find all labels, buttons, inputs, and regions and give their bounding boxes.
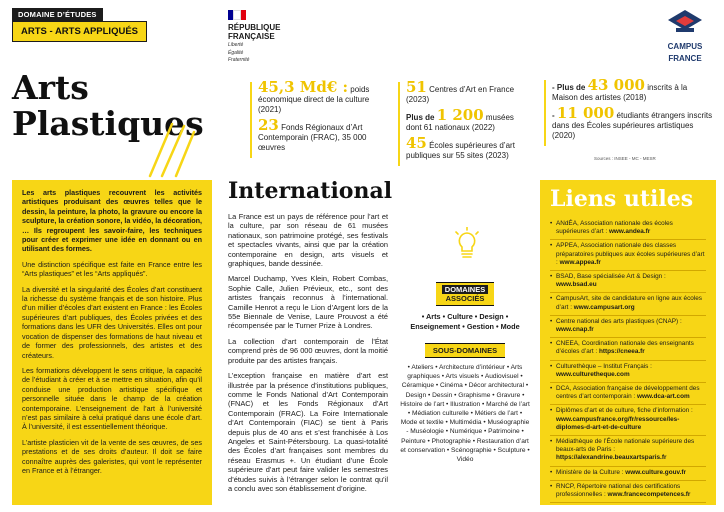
intro-paragraph: La diversité et la singularité des Écoles d’art constituent la richesse du système français et de son histoire. Plus d’un millier d’écoles d’art existent en France : les Écoles supérieures d’art publiques, des Écoles privées et des formations dans les UFR des Universités. Elles ont pour vocation de dispenser des formations de haut niveau et de former des professionnels, des artistes et des créateurs. — [22, 284, 202, 360]
stat-text: Centres d’Art en France (2023) — [406, 85, 515, 104]
rf-line2: FRANÇAISE — [228, 32, 275, 41]
stat-text: poids économique direct de la culture (2021) — [258, 85, 370, 114]
stat-item — [258, 116, 388, 153]
useful-link-description: CampusArt, site de candidature en ligne aux écoles d’art : — [556, 295, 703, 311]
campus-france-line2: FRANCE — [668, 54, 702, 63]
useful-link-description: APPEA, Association nationale des classes préparatoires publiques aux écoles supérieures d’art : — [556, 242, 705, 266]
useful-links-title: Liens utiles — [550, 186, 694, 212]
useful-link-item[interactable] — [550, 218, 706, 240]
stat-item — [406, 106, 528, 133]
lightbulb-icon — [452, 227, 482, 263]
domains-list: • Arts • Culture • Design • Enseignement • Gestion • Mode — [410, 312, 520, 331]
useful-link-description: DCA, Association française de développement des centres d’art contemporain : — [556, 385, 700, 401]
useful-links-panel — [540, 180, 716, 505]
useful-link-url[interactable]: www.culture.gouv.fr — [625, 468, 686, 476]
stat-number: 43 000 — [587, 76, 645, 94]
rf-motto2: Égalité — [228, 49, 244, 56]
useful-link-item[interactable] — [550, 405, 706, 436]
domains-badge — [436, 282, 494, 306]
useful-link-item[interactable] — [550, 436, 706, 467]
marianne-logo — [228, 10, 298, 64]
stat-item — [552, 76, 714, 103]
domains-badge-b: ASSOCIÉS — [445, 294, 485, 303]
stat-number: 45,3 Md€ : — [258, 78, 349, 96]
french-flag-icon — [228, 10, 246, 20]
page-title-line1: Arts — [12, 68, 89, 107]
useful-link-item[interactable] — [550, 467, 706, 481]
useful-link-description: CNEEA, Coordination nationale des enseignants d’écoles d’art : — [556, 340, 694, 356]
useful-link-description: BSAD, Base spécialisée Art & Design : — [556, 273, 666, 281]
useful-link-description: RNCP, Répertoire national des certifications professionnelles : — [556, 482, 681, 499]
useful-link-url[interactable]: www.culturetheque.com — [556, 370, 630, 378]
campus-france-line1: CAMPUS — [667, 42, 703, 51]
international-paragraph: L’exception française en matière d’art est illustrée par la présence d’institutions publiques, comme le Fonds National d’Art Contemporain (FNAC) et les Fonds Régionaux d’Art Contemporain (FRAC). La Foire Internationale d’Art Contemporain (FIAC) se tient à Paris depuis plus de 40 ans et s’est franchisée à Los Angeles et Saint-Pétersbourg. La quasi-totalité des Écoles d’art françaises sont membres du réseau Erasmus +. Un étudiant d’une École supérieure d’art peut faire valider les semestres d’études suivis à l’étranger selon le contrat qu’il a conclu avec son établissement d’origine. — [228, 371, 388, 493]
useful-link-item[interactable] — [550, 271, 706, 293]
useful-link-url[interactable]: https://alexandrine.beauxartsparis.fr — [556, 454, 667, 462]
stats-column-3 — [544, 76, 714, 146]
stats-column-1 — [250, 78, 388, 158]
international-paragraph: Marcel Duchamp, Yves Klein, Robert Combas, Sophie Calle, Julien Prévieux, etc., sont des artistes français reconnus à l’international. Camille Henrot a reçu le Lion d’Argent lors de la 55e Biennale de Venise, Laure Prouvost a été récompensée par le Turner Prize à Londres. — [228, 274, 388, 331]
stat-number: 45 — [406, 134, 427, 152]
useful-link-description: Diplômes d’art et de culture, fiche d’information : — [556, 407, 693, 415]
intro-paragraph: Une distinction spécifique est faite en France entre les “Arts plastiques” et les “Arts appliqués”. — [22, 259, 202, 279]
pencils-illustration — [142, 118, 202, 178]
intro-panel — [12, 180, 212, 505]
stat-text: étudiants étrangers inscrits dans des Écoles supérieures artistiques (2020) — [552, 111, 713, 140]
intro-paragraph: Les arts plastiques recouvrent les activités artistiques produisant des œuvres telles que le dessin, la peinture, la photo, la gravure ou encore la sculpture, la création sonore, la vidéo, la décoration, … Ils regroupent les savoir-faire, les techniques pour créer et exprimer une idée en donnant ou en utilisant des formes. — [22, 188, 202, 254]
domains-badge-a: DOMAINES — [442, 285, 488, 294]
stat-number: 11 000 — [556, 104, 615, 122]
stat-prefix: - Plus de — [552, 83, 588, 92]
useful-link-url[interactable]: www.francecompetences.fr — [607, 491, 691, 499]
stat-number: 51 — [406, 78, 427, 96]
useful-link-url[interactable]: www.dca-art.com — [637, 393, 690, 401]
stat-prefix: Plus de — [406, 113, 437, 122]
useful-link-item[interactable] — [550, 481, 706, 503]
stat-item — [406, 134, 528, 161]
international-paragraph: La France est un pays de référence pour l’art et la culture, par son réseau de 61 musées nationaux, son patrimoine protégé, ses festivals et spectacles vivants, ainsi que par la création contemporaine en design, arts visuels et graphiques, bande dessinée. — [228, 212, 388, 269]
useful-link-item[interactable] — [550, 293, 706, 315]
campus-france-emblem-icon — [668, 10, 702, 34]
useful-link-url[interactable]: www.cnap.fr — [556, 326, 594, 334]
useful-link-item[interactable] — [550, 383, 706, 405]
useful-link-item[interactable] — [550, 338, 706, 360]
useful-links-list — [550, 218, 706, 503]
useful-link-url[interactable]: www.campusart.org — [573, 303, 635, 311]
stat-number: 23 — [258, 116, 279, 134]
stat-prefix: - — [552, 111, 557, 120]
useful-link-description: ANdÉA, Association nationale des écoles supérieures d’art : — [556, 220, 673, 236]
useful-link-url[interactable]: https://cneea.fr — [598, 348, 645, 356]
domain-label: DOMAINE D’ÉTUDES — [12, 8, 103, 21]
useful-link-url[interactable]: www.bsad.eu — [556, 281, 597, 289]
category-badge: ARTS - ARTS APPLIQUÉS — [12, 21, 147, 42]
useful-link-url[interactable]: www.andea.fr — [608, 228, 651, 236]
sources-note: Sources : INSEE - MC - MESR — [594, 156, 656, 161]
stat-text: inscrits à la Maison des artistes (2018) — [552, 83, 688, 102]
stat-text: Écoles supérieures d’art publiques sur 55 sites (2023) — [406, 141, 515, 160]
domains-section — [400, 282, 530, 464]
page-title-line2: Plastiques — [12, 104, 204, 143]
rf-motto1: Liberté — [228, 42, 244, 48]
useful-link-url[interactable]: www.appea.fr — [559, 258, 601, 266]
campus-france-logo — [654, 10, 716, 63]
intro-paragraph: L’artiste plasticien vit de la vente de ses œuvres, de ses prestations et de ses droits d’auteur. Il doit se faire connaître auprès des galeristes, qui vont le représenter en France et à l’étranger. — [22, 437, 202, 475]
sub-domains-list: • Ateliers • Architecture d’intérieur • Arts graphiques • Arts visuels • Audiovisuel • Céramique • Cinéma • Décor architectural • Design • Dessin • Graphisme • Gravure • Histoire de l’art • Illustration • Marché de l’art • Médiation culturelle • Métiers de l’art • Mode et textile • Multimédia • Muséographie - Muséologie • Numérique • Patrimoine • Peinture • Photographie • Restauration d’art et conservation • Scénographie • Sculpture • Vidéo — [400, 364, 530, 464]
useful-link-description: Ministère de la Culture : — [556, 468, 626, 476]
useful-link-url[interactable]: www.campusfrance.org/fr/ressource/les-diplomes-d-art-et-de-culture — [556, 415, 680, 431]
stat-number: 1 200 — [436, 106, 484, 124]
stat-item — [552, 104, 714, 141]
useful-link-description: Médiathèque de l’École nationale supérieure des beaux-arts de Paris : — [556, 438, 695, 454]
rf-line1: RÉPUBLIQUE — [228, 23, 281, 32]
international-section — [228, 178, 393, 499]
rf-motto3: Fraternité — [228, 57, 250, 63]
international-title: International — [228, 178, 393, 204]
sub-domains-badge: SOUS-DOMAINES — [425, 343, 505, 358]
stat-item — [258, 78, 388, 115]
useful-link-item[interactable] — [550, 316, 706, 338]
useful-link-description: Culturethèque – Institut Français : — [556, 362, 652, 370]
useful-link-item[interactable] — [550, 361, 706, 383]
stats-column-2 — [398, 78, 528, 166]
useful-link-description: Centre national des arts plastiques (CNAP) : — [556, 317, 682, 325]
international-paragraph: La collection d’art contemporain de l’État comprend près de 96 000 œuvres, dont la moitié produite par des artistes français. — [228, 336, 388, 365]
stat-text: Fonds Régionaux d’Art Contemporain (FRAC), 35 000 œuvres — [258, 123, 367, 152]
stat-text: musées dont 61 nationaux (2022) — [406, 113, 514, 132]
stat-item — [406, 78, 528, 105]
useful-link-item[interactable] — [550, 240, 706, 271]
intro-paragraph: Les formations développent le sens critique, la capacité de l’étudiant à créer et à se mettre en situation, afin qu’il conduise une production artistique spécifique et personnelle située dans le champ de la création contemporaine. L’enseignement de l’art à l’université n’est pas similaire à celui pratiqué dans une école d’art. À l’université, il est essentiellement théorique. — [22, 365, 202, 432]
